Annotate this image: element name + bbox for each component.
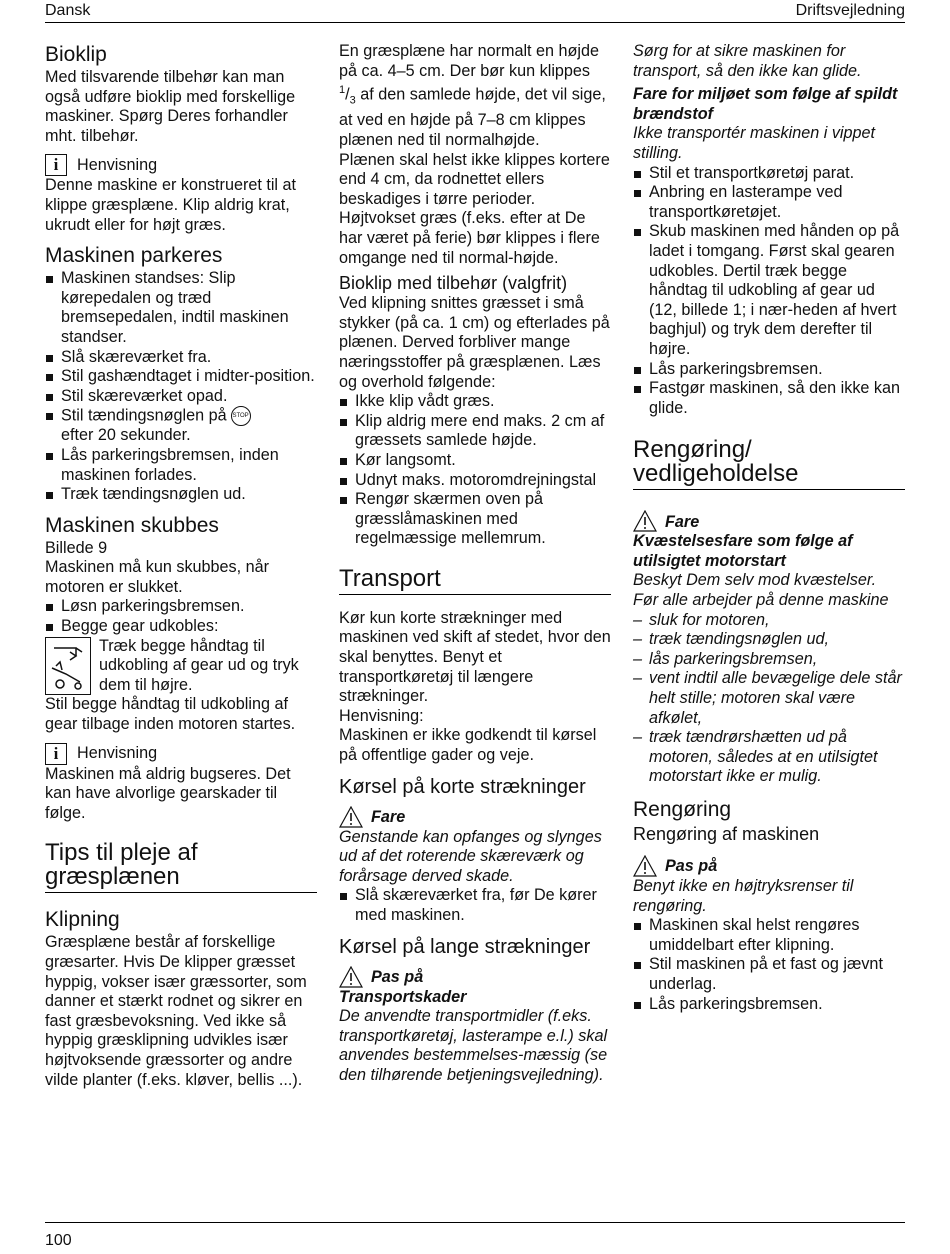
- warning-triangle-icon: [339, 966, 363, 988]
- warning-label: Fare: [665, 512, 700, 531]
- height-text: En græsplæne har normalt en højde på ca. 4–5 cm. Der bør kun klippes $^1/_3$ af den samlede højde, det vil sige, at ved en højde på 7–8 cm klippes plænen ned til normalhøjde.: [339, 42, 606, 149]
- list-item: – træk tændrørshætten ud på motoren, således at en utilsigtet motorstart ikke er mulig.: [633, 728, 905, 787]
- list-item-ignition: [45, 406, 317, 446]
- warning-label: Fare: [371, 808, 406, 827]
- list-item: – vent indtil alle bevægelige dele står helt stille; motoren skal være afkølet,: [633, 669, 905, 728]
- list-item: – sluk for motoren,: [633, 611, 905, 631]
- list-item: Maskinen skal helst rengøres umiddelbart efter klipning.: [633, 916, 905, 955]
- heading-korte: Kørsel på korte strækninger: [339, 775, 586, 798]
- note-label: Henvisning: [77, 743, 158, 762]
- environment-warning-text: Ikke transportér maskinen i vippet stilling.: [633, 124, 876, 162]
- page-header: [45, 0, 905, 23]
- list-item: Maskinen standses: Slip kørepedalen og træd bremsepedalen, indtil maskinen standser.: [45, 269, 317, 347]
- header-title: Driftsvejledning: [795, 2, 905, 19]
- list-item: Klip aldrig mere end maks. 2 cm af græssets samlede højde.: [339, 412, 611, 451]
- list-item: Lås parkeringsbremsen.: [633, 995, 905, 1015]
- transport-note-text: Maskinen er ikke godkendt til kørsel på offentlige gader og veje.: [339, 726, 597, 765]
- rengoring-list: [633, 916, 905, 1014]
- heading-klipning: Klipning: [45, 908, 120, 932]
- fraction-denominator: 3: [349, 94, 356, 107]
- height-text-a: En græsplæne har normalt en højde på ca. 4–5 cm. Der bør kun klippes: [339, 42, 600, 80]
- safety-dash-list: [633, 611, 905, 787]
- warning-triangle-icon: [633, 510, 657, 532]
- page-footer: [45, 1222, 905, 1249]
- column-1: [45, 42, 317, 1090]
- list-item: Lås parkeringsbremsen, inden maskinen forlades.: [45, 446, 317, 485]
- info-icon: i: [45, 743, 67, 765]
- parkeres-list: [45, 269, 317, 505]
- note-1: [45, 154, 317, 176]
- heading-rengoring: Rengøring: [633, 798, 732, 821]
- skubbes-text: Maskinen må kun skubbes, når motoren er slukket.: [45, 558, 270, 596]
- caution-label: Pas på: [665, 857, 718, 876]
- warning-fare: [339, 806, 611, 828]
- note-2-text: Maskinen må aldrig bugseres. Det kan have alvorlige gearskader til følge.: [45, 764, 291, 822]
- fraction-numerator: 1: [339, 84, 346, 97]
- heading-lange: Kørsel på lange strækninger: [339, 935, 591, 958]
- list-item: Stil et transportkøretøj parat.: [633, 164, 905, 184]
- column-3: [633, 42, 905, 1014]
- warning-triangle-icon: [339, 806, 363, 828]
- caution-subtitle: Transportskader: [339, 987, 467, 1006]
- gear-instruction: [45, 637, 317, 696]
- list-item: Anbring en lasterampe ved transportkøretøjet.: [633, 183, 905, 222]
- list-item: Skub maskinen med hånden op på ladet i tomgang. Først skal gearen udkobles. Dertil træk begge håndtag til udkobling af gear ud (12, billede 1; i nær-heden af hvert baghjul) og tryk dem derefter til højre.: [633, 222, 905, 359]
- caution-label: Pas på: [371, 968, 424, 986]
- heading-bioklip-tilbehor: Bioklip med tilbehør (valgfrit): [339, 273, 568, 294]
- list-item: Rengør skærmen oven på græsslåmaskinen med regelmæssige mellemrum.: [339, 490, 611, 549]
- korte-list: [339, 886, 611, 925]
- list-item: Fastgør maskinen, så den ikke kan glide.: [633, 379, 905, 418]
- heading-maskinen-parkeres: Maskinen parkeres: [45, 244, 223, 268]
- caution-paspa: [339, 966, 611, 988]
- short-cut-text: Plænen skal helst ikke klippes kortere end 4 cm, da rodnettet ellers beskadiges i tørre perioder. Højtvokset græs (f.eks. efter at De har været på ferie) bør klippes i flere omgange ned til normal-højde.: [339, 150, 610, 267]
- list-item-text: Stil tændingsnøglen på: [61, 406, 227, 425]
- bioklip-text: Med tilsvarende tilbehør kan man også udføre bioklip med forskellige maskiner. Spørg Deres forhandler mht. tilbehør.: [45, 68, 296, 145]
- list-item: – lås parkeringsbremsen,: [633, 650, 905, 670]
- fare-text: Genstande kan opfanges og slynges ud af det roterende skæreværk og forårsage derved skade.: [339, 827, 602, 885]
- bioklip-list: [339, 392, 611, 549]
- info-icon: i: [45, 154, 67, 176]
- gear-lever-icon: [45, 637, 91, 695]
- list-item-text-cont: efter 20 sekunder.: [61, 426, 191, 445]
- heading-rengoring-af-maskinen: Rengøring af maskinen: [633, 824, 820, 844]
- stop-icon: STOP: [231, 406, 251, 426]
- header-language: Dansk: [45, 2, 91, 19]
- list-item: Begge gear udkobles:: [45, 617, 317, 637]
- list-item: Slå skæreværket fra, før De kører med maskinen.: [339, 886, 611, 925]
- list-item: Løsn parkeringsbremsen.: [45, 597, 317, 617]
- list-item: Stil maskinen på et fast og jævnt underlag.: [633, 955, 905, 994]
- figure-reference: Billede 9: [45, 538, 108, 557]
- caution-text: Benyt ikke en højtryksrenser til rengøring.: [633, 877, 854, 915]
- note-label: Henvisning: [77, 155, 158, 174]
- list-item: Ikke klip vådt græs.: [339, 392, 611, 412]
- list-item: Stil skæreværket opad.: [45, 387, 317, 407]
- list-item: – træk tændingsnøglen ud,: [633, 630, 905, 650]
- heading-rengoring-vedligeholdelse: Rengøring/ vedligeholdelse: [633, 438, 905, 490]
- environment-warning-title: Fare for miljøet som følge af spildt brændstof: [633, 85, 898, 123]
- warning-fare: [633, 510, 905, 532]
- transport-text: Kør kun korte strækninger med maskinen ved skift af stedet, hvor den skal benyttes. Benyt et transportkøretøj til længere strækninger.: [339, 608, 611, 706]
- skubbes-list: [45, 597, 317, 636]
- warning-text: Beskyt Dem selv mod kvæstelser. Før alle arbejder på denne maskine: [633, 571, 889, 610]
- warning-subtitle: Kvæstelsesfare som følge af utilsigtet motorstart: [633, 532, 853, 570]
- list-item: Lås parkeringsbremsen.: [633, 360, 905, 380]
- heading-tips: Tips til pleje af græsplænen: [45, 841, 317, 893]
- column-2: [339, 42, 611, 1086]
- caution-text: De anvendte transportmidler (f.eks. transportkøretøj, lasterampe e.l.) skal anvendes bestemmelses-mæssig (se den tilhørende betjeningsvejledning).: [339, 1007, 608, 1084]
- klipning-text: Græsplæne består af forskellige græsarter. Hvis De klipper græsset hyppig, vokser især græssorter, som danner et stærkt rodnet og sikrer en fast græsbevoksning. Ved ikke så hyppig græsklipning udvikles især højtvoksende græssorter og andre vilde planter (f.eks. kløver, bellis ...).: [45, 933, 307, 1089]
- heading-bioklip: Bioklip: [45, 43, 107, 66]
- transport-list: [633, 164, 905, 419]
- heading-transport: Transport: [339, 567, 611, 595]
- caution-paspa: [633, 855, 905, 877]
- page-number: 100: [45, 1232, 72, 1249]
- gear-text: Træk begge håndtag til udkobling af gear ud og tryk dem til højre.: [99, 636, 299, 694]
- warning-triangle-icon: [633, 855, 657, 877]
- list-item: Træk tændingsnøglen ud.: [45, 485, 317, 505]
- height-text-b: af den samlede højde, det vil sige, at ved en højde på 7–8 cm klippes plænen ned til normalhøjde.: [339, 85, 606, 149]
- list-item: Kør langsomt.: [339, 451, 611, 471]
- secure-text: Sørg for at sikre maskinen for transport, så den ikke kan glide.: [633, 42, 862, 80]
- heading-maskinen-skubbes: Maskinen skubbes: [45, 513, 219, 537]
- list-item: Stil gashændtaget i midter-position.: [45, 367, 317, 387]
- transport-note-label: Henvisning:: [339, 706, 424, 725]
- note-2: [45, 743, 317, 765]
- note-1-text: Denne maskine er konstrueret til at klippe græsplæne. Klip aldrig krat, ukrudt eller for højt græs.: [45, 176, 297, 234]
- list-item: Udnyt maks. motoromdrejningstal: [339, 471, 611, 491]
- gear-after-text: Stil begge håndtag til udkobling af gear tilbage inden motoren startes.: [45, 695, 296, 734]
- list-item: Slå skæreværket fra.: [45, 348, 317, 368]
- bioklip-tilbehor-text: Ved klipning snittes græsset i små stykker (på ca. 1 cm) og efterlades på plænen. Derved forbliver mange næringsstoffer på græsplænen. Læs og overhold følgende:: [339, 294, 610, 391]
